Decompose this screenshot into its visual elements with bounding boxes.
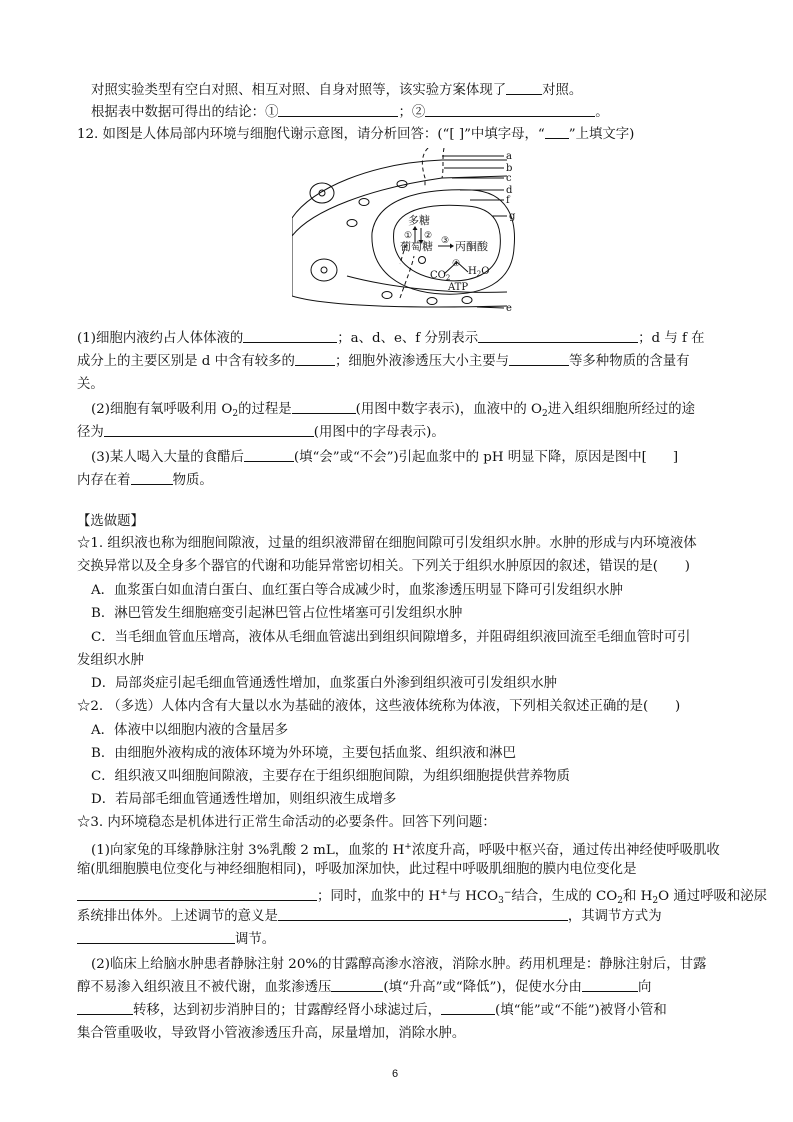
q12-part1-line2	[77, 353, 690, 371]
label-d: d	[506, 185, 513, 196]
x2-option-d[interactable]: D．若局部毛细血管通透性增加，则组织液生成增多	[91, 792, 397, 807]
x1-option-c[interactable]: C．当毛细血管血压增高，液体从毛细血管滤出到组织间隙增多，并阻碍组织液回流至毛细血管时可引	[91, 630, 691, 645]
answer-blank[interactable]	[582, 979, 638, 992]
label-atp: ATP	[448, 282, 469, 293]
text: 的过程是	[238, 402, 292, 417]
x3-p1-line2: 缩(肌细胞膜电位变化与神经细胞相同)，呼吸加深加快，此过程中呼吸肌细胞的膜内电位变化是	[77, 862, 637, 877]
answer-blank[interactable]	[131, 472, 173, 485]
text: 关。	[77, 377, 104, 392]
text: 浓度升高，呼吸中枢兴奋，通过传出神经使呼吸肌收	[411, 843, 720, 858]
q12-part3-line1	[91, 449, 678, 467]
h2o-sub: 2	[476, 270, 482, 278]
internal-environment-diagram	[292, 148, 532, 318]
text: O 通过呼吸和泌尿	[658, 889, 768, 904]
x2-option-a[interactable]: A．体液中以细胞内液的含量居多	[91, 723, 289, 738]
label-pyruvate: 丙酮酸	[455, 240, 488, 253]
co2-sub: 2	[445, 274, 451, 282]
q12-part1-line1	[77, 330, 705, 348]
text: 醇不易渗入组织液且不被代谢，血浆渗透压	[77, 980, 332, 995]
label-co2	[430, 270, 450, 282]
label-f: f	[506, 195, 510, 206]
x2-line1: ☆2. （多选）人体内含有大量以水为基础的液体，这些液体统称为体液，下列相关叙述正确的是( )	[77, 699, 681, 714]
text: 与 HCO	[447, 889, 499, 904]
answer-blank[interactable]	[295, 353, 335, 366]
text-line	[91, 104, 609, 122]
text: 向	[637, 980, 652, 995]
text: 和 H	[623, 889, 653, 904]
x3-p1-line5	[77, 931, 275, 949]
x3-p2-line4: 集合管重吸收，导致肾小管液渗透压升高，尿量增加，消除水肿。	[77, 1026, 466, 1041]
text: (用图中的字母表示)。	[313, 425, 445, 440]
capillary-wall	[292, 160, 507, 218]
text-line	[91, 82, 582, 100]
answer-blank[interactable]	[441, 1002, 495, 1015]
text: 12. 如图是人体局部内环境与细胞代谢示意图，请分析回答：(“[ ]”中填字母，“	[77, 127, 545, 142]
answer-blank[interactable]	[478, 330, 638, 343]
text: (1)向家兔的耳缘静脉注射 3%乳酸 2 mL，血浆的 H	[91, 843, 405, 858]
x3-p1-line4	[77, 908, 662, 926]
q12-part2-line2	[77, 424, 445, 442]
answer-blank[interactable]	[278, 908, 568, 921]
x2-option-b[interactable]: B．由细胞外液构成的液体环境为外环境，主要包括血浆、组织液和淋巴	[91, 746, 516, 761]
label-polysaccharide: 多糖	[408, 214, 430, 227]
x3-p2-line1: (2)临床上给脑水肿患者静脉注射 20%的甘露醇高渗水溶液，消除水肿。药用机理是：静脉注射后，甘露	[91, 957, 707, 972]
x3-p2-line2	[77, 979, 651, 997]
text: (1)细胞内液约占人体体液的	[77, 331, 244, 346]
leader-line	[477, 307, 504, 308]
answer-blank[interactable]	[509, 353, 569, 366]
membrane-hint	[400, 256, 414, 298]
x1-option-b[interactable]: B．淋巴管发生细胞癌变引起淋巴管占位性堵塞可引发组织水肿	[91, 606, 463, 621]
text: (2)细胞有氧呼吸利用 O	[91, 402, 233, 417]
red-blood-cell	[462, 297, 472, 304]
text: 结合，生成的 CO	[511, 889, 618, 904]
text: 内存在着	[77, 473, 131, 488]
text: (用图中数字表示)，血液中的 O	[355, 402, 542, 417]
cell	[311, 259, 337, 281]
answer-blank[interactable]	[292, 401, 356, 414]
q12-part1-line3	[77, 376, 104, 394]
text: 系统排出体外。上述调节的意义是	[77, 909, 278, 924]
step-4: ④	[452, 259, 461, 269]
text: 对照。	[542, 83, 583, 98]
subscript: 2	[542, 409, 548, 419]
text: (填“能”或“不能”)被肾小管和	[494, 1003, 667, 1018]
answer-blank[interactable]	[104, 424, 314, 437]
label-glucose: 葡萄糖	[400, 240, 433, 253]
answer-blank[interactable]	[77, 1002, 133, 1015]
subscript: 2	[652, 896, 659, 906]
text: ]	[672, 450, 679, 465]
text: 根据表中数据可得出的结论：①	[91, 105, 279, 120]
h2o-text: H	[468, 266, 477, 277]
text: (填“升高”或“降低”)，促使水分由	[383, 980, 582, 995]
answer-blank[interactable]	[77, 931, 235, 944]
text: (3)某人喝入大量的食醋后	[91, 450, 244, 465]
text: ；细胞外液渗透压大小主要与	[334, 354, 510, 369]
cell	[310, 183, 334, 203]
answer-blank[interactable]	[278, 104, 398, 117]
text: 等多种物质的含量有	[569, 354, 690, 369]
x3-p1-line1	[91, 838, 720, 860]
x1-option-d[interactable]: D．局部炎症引起毛细血管通透性增加，血浆蛋白外渗到组织液可引发组织水肿	[91, 676, 558, 691]
answer-blank[interactable]	[331, 979, 383, 992]
h2o-o: O	[481, 266, 490, 277]
mitochondrion-hint	[419, 257, 426, 264]
step-3: ③	[441, 236, 450, 246]
text: ”上填文字)	[568, 127, 635, 142]
label-h2o	[468, 266, 489, 278]
red-blood-cell	[427, 298, 437, 305]
answer-blank[interactable]	[506, 82, 542, 95]
red-blood-cell	[382, 292, 392, 299]
label-a: a	[506, 151, 512, 162]
q12-part2-line1	[91, 401, 695, 423]
text: 转移，达到初步消肿目的；甘露醇经肾小球滤过后，	[133, 1003, 441, 1018]
label-g: g	[509, 211, 516, 222]
section-title: 【选做题】	[77, 514, 144, 529]
answer-blank[interactable]	[243, 330, 337, 343]
subscript: 3	[498, 896, 504, 906]
text: (填“会”或“不会”)引起血浆中的 pH 明显下降，原因是图中[	[293, 450, 647, 465]
text: ；d 与 f 在	[638, 331, 705, 346]
text: 。	[595, 105, 609, 120]
step-2: ②	[424, 231, 433, 241]
x1-option-a[interactable]: A．血浆蛋白如血清白蛋白、血红蛋白等合成减少时，血浆渗透压明显下降可引发组织水肿	[91, 583, 623, 598]
text: 对照实验类型有空白对照、相互对照、自身对照等，该实验方案体现了	[91, 83, 507, 98]
arrowhead	[450, 244, 454, 249]
cell-nucleus	[321, 267, 327, 273]
answer-blank[interactable]	[244, 449, 294, 462]
lymph-vessel	[442, 148, 444, 178]
text: 进入组织细胞所经过的途	[547, 402, 696, 417]
capillary-wall	[292, 176, 507, 236]
x1-line1: ☆1. 组织液也称为细胞间隙液，过量的组织液滞留在细胞间隙可引发组织水肿。水肿的形成与内环境液体	[77, 536, 697, 551]
text: ，其调节方式为	[567, 909, 662, 924]
co2-text: CO	[430, 270, 446, 281]
label-e: e	[506, 303, 512, 314]
subscript: 2	[617, 896, 624, 906]
page-number: 6	[392, 1068, 399, 1080]
text: ；a、d、e、f 分别表示	[337, 331, 479, 346]
text: 成分上的主要区别是 d 中含有较多的	[77, 354, 295, 369]
label-c: c	[506, 173, 512, 184]
x3-p1-line3	[77, 884, 767, 910]
capillary-wall	[347, 276, 507, 292]
superscript: +	[440, 888, 448, 898]
answer-blank[interactable]	[77, 888, 317, 901]
superscript: +	[404, 842, 412, 852]
red-blood-cell	[347, 220, 357, 227]
x2-option-c[interactable]: C．组织液又叫细胞间隙液，主要存在于组织细胞间隙，为组织细胞提供营养物质	[91, 769, 570, 784]
x1-option-c-cont: 发组织水肿	[77, 653, 144, 668]
x3-line1: ☆3. 内环境稳态是机体进行正常生命活动的必要条件。回答下列问题：	[77, 815, 496, 830]
x1-line2: 交换异常以及全身多个器官的代谢和功能异常密切相关。下列关于组织水肿原因的叙述，错误的是( )	[77, 559, 691, 574]
text: 调节。	[235, 932, 276, 947]
text: 物质。	[172, 473, 213, 488]
text: ；同时，血浆中的 H	[317, 889, 441, 904]
q12-part3-line2	[77, 472, 213, 490]
red-blood-cell	[359, 199, 369, 206]
subscript: 2	[232, 409, 239, 419]
capillary-wall	[292, 296, 507, 307]
superscript: −	[503, 888, 512, 898]
step-1: ①	[404, 231, 413, 241]
x3-p2-line3	[77, 1002, 667, 1020]
text: 径为	[77, 425, 104, 440]
label-b: b	[506, 163, 513, 174]
answer-blank[interactable]	[425, 104, 595, 117]
question-12-stem	[77, 126, 634, 144]
text: ；②	[398, 105, 426, 120]
answer-blank-sample	[545, 126, 569, 139]
